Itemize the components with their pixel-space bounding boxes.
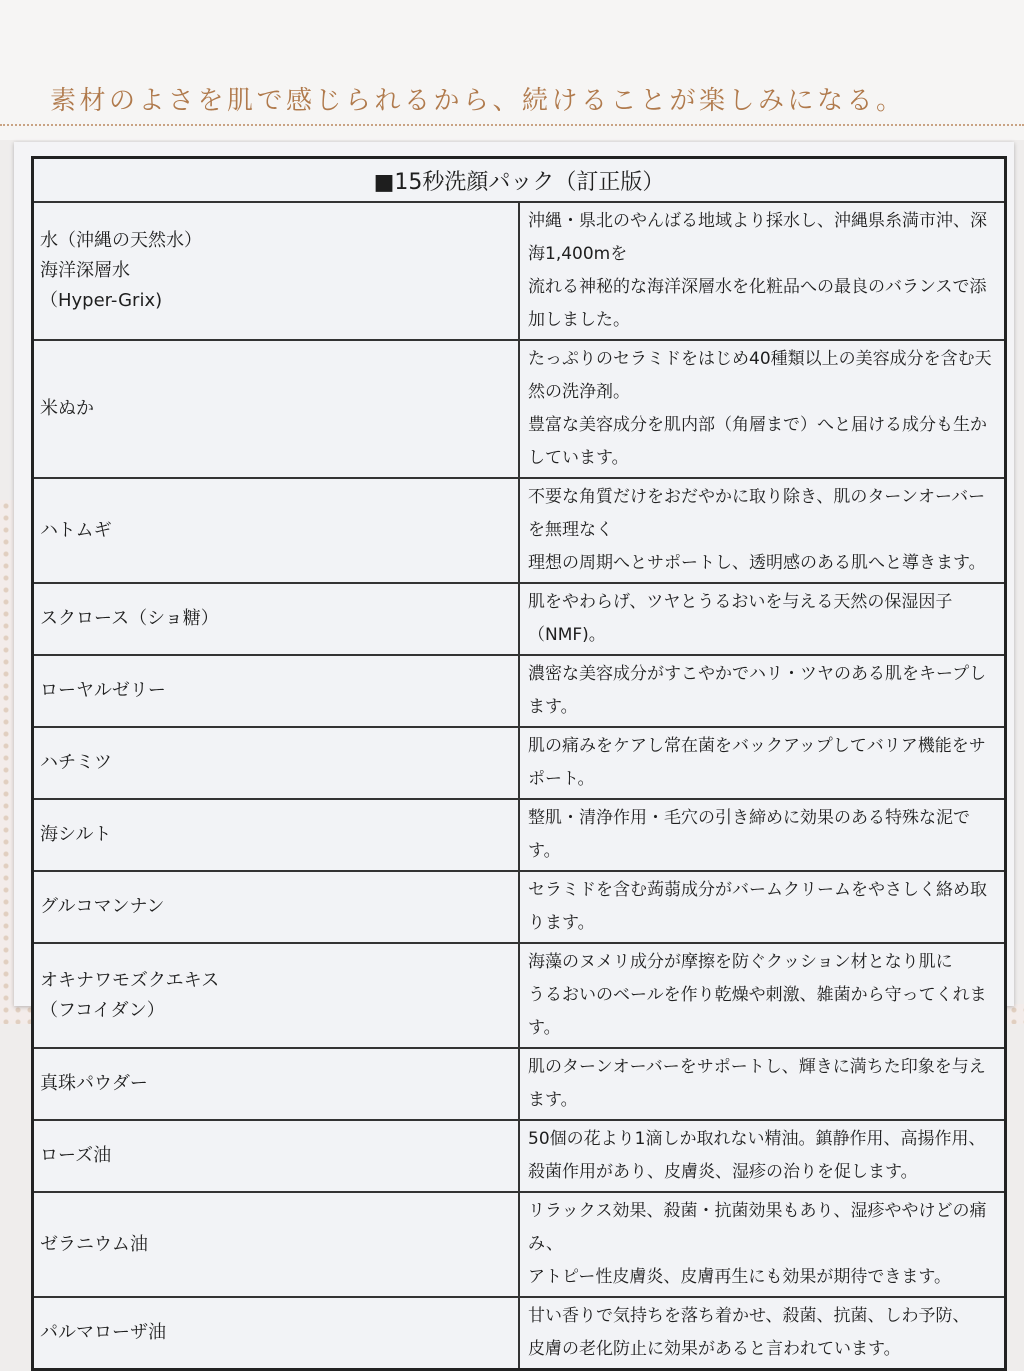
ingredient-name: 水（沖縄の天然水） 海洋深層水 （Hyper-Grix) (33, 202, 520, 340)
correction-sheet (14, 142, 1014, 1359)
page-header-area (0, 0, 1024, 140)
ingredient-description: 肌のターンオーバーをサポートし、輝きに満ちた印象を与えます。 (519, 1048, 1006, 1120)
table-row (33, 943, 1006, 1048)
ingredient-description: 肌の痛みをケアし常在菌をバックアップしてバリア機能をサポート。 (519, 727, 1006, 799)
table-row (33, 478, 1006, 583)
table-row (33, 655, 1006, 727)
ingredient-name: ハトムギ (33, 478, 520, 583)
ingredient-description: セラミドを含む蒟蒻成分がバームクリームをやさしく絡め取ります。 (519, 871, 1006, 943)
ingredient-name: ローズ油 (33, 1120, 520, 1192)
ingredient-description: 沖縄・県北のやんばる地域より採水し、沖縄県糸満市沖、深海1,400mを 流れる神秘的な海洋深層水を化粧品への最良のバランスで添加しました。 (519, 202, 1006, 340)
ingredient-description: 海藻のヌメリ成分が摩擦を防ぐクッション材となり肌に うるおいのベールを作り乾燥や刺激、雑菌から守ってくれます。 (519, 943, 1006, 1048)
table-row (33, 871, 1006, 943)
ingredient-description: 濃密な美容成分がすこやかでハリ・ツヤのある肌をキープします。 (519, 655, 1006, 727)
table-title: ■15秒洗顔パック（訂正版） (33, 158, 1006, 203)
ingredient-description: たっぷりのセラミドをはじめ40種類以上の美容成分を含む天然の洗浄剤。 豊富な美容成分を肌内部（角層まで）へと届ける成分も生かしています。 (519, 340, 1006, 478)
ingredient-name: グルコマンナン (33, 871, 520, 943)
dotted-divider (0, 124, 1024, 126)
ingredient-description: 不要な角質だけをおだやかに取り除き、肌のターンオーバーを無理なく 理想の周期へとサポートし、透明感のある肌へと導きます。 (519, 478, 1006, 583)
ingredient-name: オキナワモズクエキス （フコイダン） (33, 943, 520, 1048)
table-row (33, 799, 1006, 871)
ingredient-name: スクロース（ショ糖） (33, 583, 520, 655)
table-row (33, 1120, 1006, 1192)
ingredient-description: 甘い香りで気持ちを落ち着かせ、殺菌、抗菌、しわ予防、 皮膚の老化防止に効果があると言われています。 (519, 1297, 1006, 1370)
table-row (33, 583, 1006, 655)
ingredient-name: ローヤルゼリー (33, 655, 520, 727)
ingredient-name: ハチミツ (33, 727, 520, 799)
table-row (33, 1297, 1006, 1370)
ingredients-table (31, 156, 1007, 1371)
ingredient-description: 肌をやわらげ、ツヤとうるおいを与える天然の保湿因子（NMF)。 (519, 583, 1006, 655)
table-row (33, 727, 1006, 799)
ingredient-description: 整肌・清浄作用・毛穴の引き締めに効果のある特殊な泥です。 (519, 799, 1006, 871)
table-title-row (33, 158, 1006, 203)
table-row (33, 202, 1006, 340)
table-row (33, 1192, 1006, 1297)
ingredient-name: 真珠パウダー (33, 1048, 520, 1120)
ingredient-name: 海シルト (33, 799, 520, 871)
ingredient-name: 米ぬか (33, 340, 520, 478)
table-row (33, 340, 1006, 478)
headline: 素材のよさを肌で感じられるから、続けることが楽しみになる。 (50, 86, 906, 116)
ingredient-description: 50個の花より1滴しか取れない精油。鎮静作用、高揚作用、 殺菌作用があり、皮膚炎、湿疹の治りを促します。 (519, 1120, 1006, 1192)
ingredient-name: パルマローザ油 (33, 1297, 520, 1370)
table-row (33, 1048, 1006, 1120)
ingredient-description: リラックス効果、殺菌・抗菌効果もあり、湿疹ややけどの痛み、 アトピー性皮膚炎、皮膚再生にも効果が期待できます。 (519, 1192, 1006, 1297)
ingredient-name: ゼラニウム油 (33, 1192, 520, 1297)
